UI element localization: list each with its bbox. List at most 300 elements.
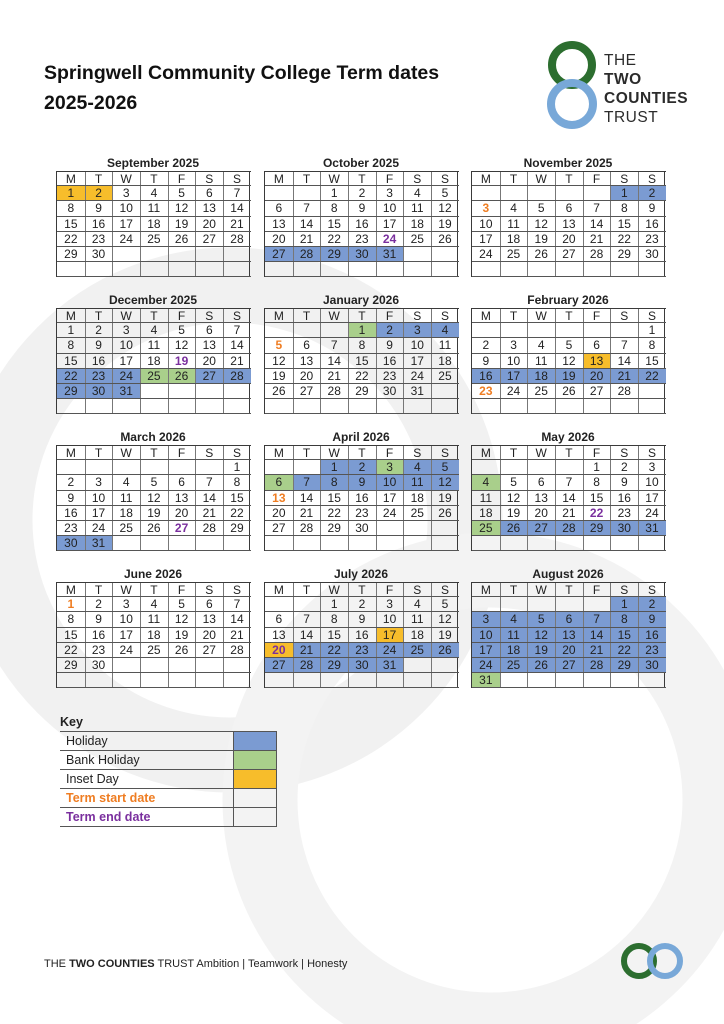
weekday-header: T <box>140 582 168 597</box>
day-cell: 26 <box>431 643 459 658</box>
weekday-header: S <box>223 582 251 597</box>
day-cell: 20 <box>195 217 223 232</box>
day-cell: 6 <box>195 597 223 612</box>
day-cell: 7 <box>555 475 583 490</box>
day-cell: 23 <box>348 643 376 658</box>
weekday-header: W <box>112 308 140 323</box>
day-cell: 29 <box>320 521 348 536</box>
logo-line-3: COUNTIES <box>604 90 689 107</box>
day-cell: 21 <box>223 354 251 369</box>
weekday-header: F <box>583 582 611 597</box>
empty-day-cell <box>500 399 528 414</box>
day-cell: 15 <box>320 491 348 506</box>
day-cell: 18 <box>500 232 528 247</box>
day-cell: 10 <box>500 354 528 369</box>
day-cell: 18 <box>527 369 555 384</box>
empty-day-cell <box>431 262 459 277</box>
day-cell: 1 <box>583 460 611 475</box>
day-cell: 13 <box>195 201 223 216</box>
weekday-header: W <box>112 582 140 597</box>
day-cell: 25 <box>140 643 168 658</box>
empty-day-cell <box>57 673 85 688</box>
day-cell: 27 <box>195 643 223 658</box>
day-cell: 13 <box>265 491 293 506</box>
day-cell: 23 <box>348 506 376 521</box>
empty-day-cell <box>500 323 528 338</box>
day-cell: 19 <box>168 628 196 643</box>
day-cell: 31 <box>112 384 140 399</box>
weekday-header: T <box>348 445 376 460</box>
weekday-header: S <box>195 171 223 186</box>
empty-day-cell <box>583 262 611 277</box>
weekday-header: S <box>638 171 666 186</box>
empty-day-cell <box>472 460 500 475</box>
day-cell: 29 <box>57 247 85 262</box>
day-cell: 24 <box>403 369 431 384</box>
day-cell: 16 <box>472 369 500 384</box>
day-cell: 7 <box>223 186 251 201</box>
month-calendar <box>264 293 458 414</box>
empty-day-cell <box>265 460 293 475</box>
day-cell: 13 <box>555 628 583 643</box>
day-cell: 8 <box>57 201 85 216</box>
weekday-header: M <box>265 445 293 460</box>
empty-day-cell <box>195 399 223 414</box>
day-cell: 18 <box>431 354 459 369</box>
day-cell: 22 <box>320 643 348 658</box>
day-cell: 8 <box>638 338 666 353</box>
weekday-header: F <box>376 582 404 597</box>
day-cell: 30 <box>348 521 376 536</box>
month-calendar <box>471 293 665 414</box>
footer-values: Ambition | Teamwork | Honesty <box>196 958 348 970</box>
day-cell: 16 <box>348 628 376 643</box>
day-cell: 30 <box>348 247 376 262</box>
footer-brand-bold: TWO COUNTIES <box>69 958 155 970</box>
empty-day-cell <box>527 597 555 612</box>
day-cell: 21 <box>293 232 321 247</box>
key-swatch-bank-holiday <box>234 751 277 770</box>
day-cell: 29 <box>57 658 85 673</box>
weekday-header: M <box>57 445 85 460</box>
day-cell: 7 <box>293 475 321 490</box>
empty-day-cell <box>555 597 583 612</box>
day-cell: 21 <box>223 628 251 643</box>
weekday-header: T <box>140 308 168 323</box>
day-cell: 31 <box>638 521 666 536</box>
day-cell: 1 <box>57 597 85 612</box>
empty-day-cell <box>320 673 348 688</box>
day-cell: 28 <box>583 247 611 262</box>
day-cell: 10 <box>85 491 113 506</box>
day-cell: 12 <box>140 491 168 506</box>
day-cell: 22 <box>320 232 348 247</box>
day-cell: 8 <box>320 201 348 216</box>
empty-day-cell <box>265 323 293 338</box>
day-cell: 24 <box>112 232 140 247</box>
day-cell: 26 <box>140 521 168 536</box>
day-cell: 18 <box>403 217 431 232</box>
day-cell: 4 <box>140 323 168 338</box>
day-cell: 30 <box>638 658 666 673</box>
weekday-header: M <box>472 308 500 323</box>
weekday-header: S <box>610 171 638 186</box>
empty-day-cell <box>112 460 140 475</box>
empty-day-cell <box>583 597 611 612</box>
day-cell: 30 <box>85 247 113 262</box>
weekday-header: S <box>431 171 459 186</box>
day-cell: 27 <box>168 521 196 536</box>
day-cell: 1 <box>638 323 666 338</box>
day-cell: 18 <box>403 628 431 643</box>
footer-tagline <box>44 958 347 970</box>
day-cell: 16 <box>348 491 376 506</box>
empty-day-cell <box>320 536 348 551</box>
empty-day-cell <box>527 536 555 551</box>
day-cell: 30 <box>348 658 376 673</box>
day-cell: 30 <box>638 247 666 262</box>
day-cell: 23 <box>85 232 113 247</box>
day-cell: 10 <box>376 475 404 490</box>
day-cell: 18 <box>140 217 168 232</box>
day-cell: 17 <box>376 628 404 643</box>
day-cell: 2 <box>610 460 638 475</box>
day-cell: 14 <box>223 338 251 353</box>
empty-day-cell <box>195 262 223 277</box>
day-cell: 25 <box>112 521 140 536</box>
day-cell: 17 <box>472 232 500 247</box>
day-cell: 25 <box>140 369 168 384</box>
empty-day-cell <box>223 658 251 673</box>
empty-day-cell <box>168 399 196 414</box>
day-cell: 29 <box>610 247 638 262</box>
day-cell: 23 <box>610 506 638 521</box>
empty-day-cell <box>472 536 500 551</box>
day-cell: 9 <box>610 475 638 490</box>
day-cell: 20 <box>527 506 555 521</box>
day-cell: 3 <box>472 201 500 216</box>
weekday-header: W <box>320 582 348 597</box>
day-cell: 4 <box>500 201 528 216</box>
day-cell: 13 <box>195 612 223 627</box>
empty-day-cell <box>500 673 528 688</box>
page-title <box>44 58 439 118</box>
empty-day-cell <box>610 536 638 551</box>
day-cell: 10 <box>472 217 500 232</box>
weekday-header: T <box>348 171 376 186</box>
empty-day-cell <box>431 673 459 688</box>
month-day-grid <box>264 445 458 551</box>
day-cell: 16 <box>57 506 85 521</box>
day-cell: 17 <box>500 369 528 384</box>
day-cell: 7 <box>223 597 251 612</box>
day-cell: 9 <box>85 338 113 353</box>
day-cell: 2 <box>57 475 85 490</box>
logo-line-4: TRUST <box>604 109 659 126</box>
day-cell: 5 <box>168 186 196 201</box>
day-cell: 22 <box>638 369 666 384</box>
day-cell: 26 <box>168 232 196 247</box>
empty-day-cell <box>583 323 611 338</box>
day-cell: 11 <box>112 491 140 506</box>
day-cell: 23 <box>472 384 500 399</box>
day-cell: 17 <box>85 506 113 521</box>
day-cell: 11 <box>431 338 459 353</box>
weekday-header: M <box>472 171 500 186</box>
day-cell: 9 <box>472 354 500 369</box>
day-cell: 27 <box>583 384 611 399</box>
empty-day-cell <box>431 384 459 399</box>
day-cell: 17 <box>376 491 404 506</box>
day-cell: 22 <box>223 506 251 521</box>
empty-day-cell <box>112 536 140 551</box>
empty-day-cell <box>85 673 113 688</box>
empty-day-cell <box>293 536 321 551</box>
day-cell: 6 <box>265 612 293 627</box>
day-cell: 16 <box>638 628 666 643</box>
day-cell: 4 <box>140 186 168 201</box>
day-cell: 3 <box>638 460 666 475</box>
day-cell: 12 <box>527 628 555 643</box>
empty-day-cell <box>610 399 638 414</box>
empty-day-cell <box>472 323 500 338</box>
empty-day-cell <box>610 323 638 338</box>
weekday-header: T <box>348 582 376 597</box>
day-cell: 9 <box>348 612 376 627</box>
day-cell: 11 <box>403 475 431 490</box>
weekday-header: S <box>403 582 431 597</box>
empty-day-cell <box>168 384 196 399</box>
empty-day-cell <box>610 262 638 277</box>
empty-day-cell <box>320 262 348 277</box>
key-row-holiday <box>60 732 277 751</box>
weekday-header: S <box>403 308 431 323</box>
empty-day-cell <box>527 186 555 201</box>
day-cell: 15 <box>583 491 611 506</box>
day-cell: 7 <box>320 338 348 353</box>
day-cell: 2 <box>376 323 404 338</box>
day-cell: 1 <box>223 460 251 475</box>
day-cell: 9 <box>348 201 376 216</box>
empty-day-cell <box>85 399 113 414</box>
empty-day-cell <box>320 323 348 338</box>
weekday-header: S <box>403 171 431 186</box>
empty-day-cell <box>265 262 293 277</box>
title-line-2: 2025-2026 <box>44 92 138 114</box>
weekday-header: S <box>610 582 638 597</box>
day-cell: 1 <box>320 460 348 475</box>
day-cell: 24 <box>500 384 528 399</box>
day-cell: 18 <box>140 628 168 643</box>
day-cell: 19 <box>555 369 583 384</box>
empty-day-cell <box>265 186 293 201</box>
weekday-header: T <box>293 171 321 186</box>
empty-day-cell <box>500 536 528 551</box>
empty-day-cell <box>112 673 140 688</box>
empty-day-cell <box>195 384 223 399</box>
empty-day-cell <box>293 262 321 277</box>
day-cell: 25 <box>500 247 528 262</box>
day-cell: 8 <box>583 475 611 490</box>
day-cell: 10 <box>112 612 140 627</box>
weekday-header: F <box>376 171 404 186</box>
day-cell: 10 <box>403 338 431 353</box>
day-cell: 11 <box>403 201 431 216</box>
empty-day-cell <box>112 262 140 277</box>
day-cell: 12 <box>168 338 196 353</box>
day-cell: 24 <box>376 506 404 521</box>
day-cell: 11 <box>140 338 168 353</box>
empty-day-cell <box>376 262 404 277</box>
day-cell: 11 <box>403 612 431 627</box>
day-cell: 5 <box>431 186 459 201</box>
day-cell: 28 <box>293 658 321 673</box>
day-cell: 28 <box>320 384 348 399</box>
day-cell: 26 <box>527 658 555 673</box>
weekday-header: T <box>85 582 113 597</box>
month-calendar <box>56 430 250 551</box>
day-cell: 8 <box>348 338 376 353</box>
day-cell: 5 <box>168 597 196 612</box>
day-cell: 19 <box>527 232 555 247</box>
day-cell: 7 <box>583 612 611 627</box>
empty-day-cell <box>638 399 666 414</box>
day-cell: 26 <box>431 506 459 521</box>
day-cell: 19 <box>431 491 459 506</box>
day-cell: 2 <box>85 597 113 612</box>
day-cell: 8 <box>610 201 638 216</box>
day-cell: 31 <box>85 536 113 551</box>
key-title: Key <box>60 715 83 729</box>
day-cell: 11 <box>472 491 500 506</box>
day-cell: 18 <box>112 506 140 521</box>
empty-day-cell <box>376 521 404 536</box>
day-cell: 6 <box>195 186 223 201</box>
empty-day-cell <box>195 460 223 475</box>
day-cell: 3 <box>376 186 404 201</box>
empty-day-cell <box>376 673 404 688</box>
weekday-header: W <box>320 445 348 460</box>
empty-day-cell <box>638 384 666 399</box>
day-cell: 28 <box>223 232 251 247</box>
day-cell: 26 <box>168 369 196 384</box>
day-cell: 6 <box>555 201 583 216</box>
day-cell: 24 <box>112 369 140 384</box>
month-day-grid <box>471 308 665 414</box>
day-cell: 18 <box>140 354 168 369</box>
empty-day-cell <box>223 247 251 262</box>
key-table <box>60 731 277 827</box>
day-cell: 27 <box>293 384 321 399</box>
month-name: February 2026 <box>527 293 609 307</box>
empty-day-cell <box>293 597 321 612</box>
weekday-header: W <box>527 582 555 597</box>
key-row-term-end <box>60 808 277 827</box>
empty-day-cell <box>348 536 376 551</box>
empty-day-cell <box>527 399 555 414</box>
day-cell: 2 <box>348 186 376 201</box>
day-cell: 21 <box>610 369 638 384</box>
weekday-header: W <box>112 445 140 460</box>
day-cell: 13 <box>293 354 321 369</box>
weekday-header: F <box>583 171 611 186</box>
day-cell: 8 <box>610 612 638 627</box>
weekday-header: T <box>85 171 113 186</box>
day-cell: 1 <box>348 323 376 338</box>
month-day-grid <box>56 582 250 688</box>
day-cell: 9 <box>638 201 666 216</box>
day-cell: 29 <box>610 658 638 673</box>
month-name: November 2025 <box>523 156 613 170</box>
day-cell: 28 <box>223 369 251 384</box>
weekday-header: T <box>500 445 528 460</box>
weekday-header: S <box>610 445 638 460</box>
day-cell: 16 <box>376 354 404 369</box>
day-cell: 22 <box>610 643 638 658</box>
day-cell: 5 <box>527 612 555 627</box>
weekday-header: W <box>320 171 348 186</box>
month-day-grid <box>264 171 458 277</box>
empty-day-cell <box>265 536 293 551</box>
day-cell: 3 <box>376 597 404 612</box>
day-cell: 15 <box>610 628 638 643</box>
day-cell: 20 <box>555 232 583 247</box>
empty-day-cell <box>431 247 459 262</box>
weekday-header: S <box>638 445 666 460</box>
day-cell: 23 <box>638 643 666 658</box>
day-cell: 20 <box>293 369 321 384</box>
weekday-header: S <box>223 445 251 460</box>
weekday-header: F <box>168 445 196 460</box>
empty-day-cell <box>195 247 223 262</box>
day-cell: 23 <box>376 369 404 384</box>
day-cell: 24 <box>638 506 666 521</box>
day-cell: 2 <box>348 460 376 475</box>
day-cell: 15 <box>57 628 85 643</box>
day-cell: 15 <box>57 217 85 232</box>
day-cell: 10 <box>376 612 404 627</box>
day-cell: 15 <box>320 217 348 232</box>
day-cell: 31 <box>376 247 404 262</box>
day-cell: 5 <box>431 460 459 475</box>
weekday-header: T <box>140 445 168 460</box>
month-day-grid <box>264 308 458 414</box>
day-cell: 12 <box>431 201 459 216</box>
weekday-header: F <box>168 171 196 186</box>
key-swatch-inset-day <box>234 770 277 789</box>
day-cell: 16 <box>85 628 113 643</box>
empty-day-cell <box>348 399 376 414</box>
day-cell: 20 <box>195 628 223 643</box>
day-cell: 23 <box>638 232 666 247</box>
weekday-header: W <box>527 445 555 460</box>
weekday-header: S <box>431 308 459 323</box>
day-cell: 13 <box>527 491 555 506</box>
empty-day-cell <box>320 399 348 414</box>
day-cell: 27 <box>527 521 555 536</box>
day-cell: 14 <box>555 491 583 506</box>
key-swatch-holiday <box>234 732 277 751</box>
day-cell: 25 <box>140 232 168 247</box>
day-cell: 12 <box>265 354 293 369</box>
day-cell: 20 <box>265 232 293 247</box>
day-cell: 2 <box>472 338 500 353</box>
weekday-header: S <box>403 445 431 460</box>
day-cell: 11 <box>140 612 168 627</box>
day-cell: 29 <box>320 247 348 262</box>
month-day-grid <box>56 171 250 277</box>
weekday-header: T <box>293 582 321 597</box>
